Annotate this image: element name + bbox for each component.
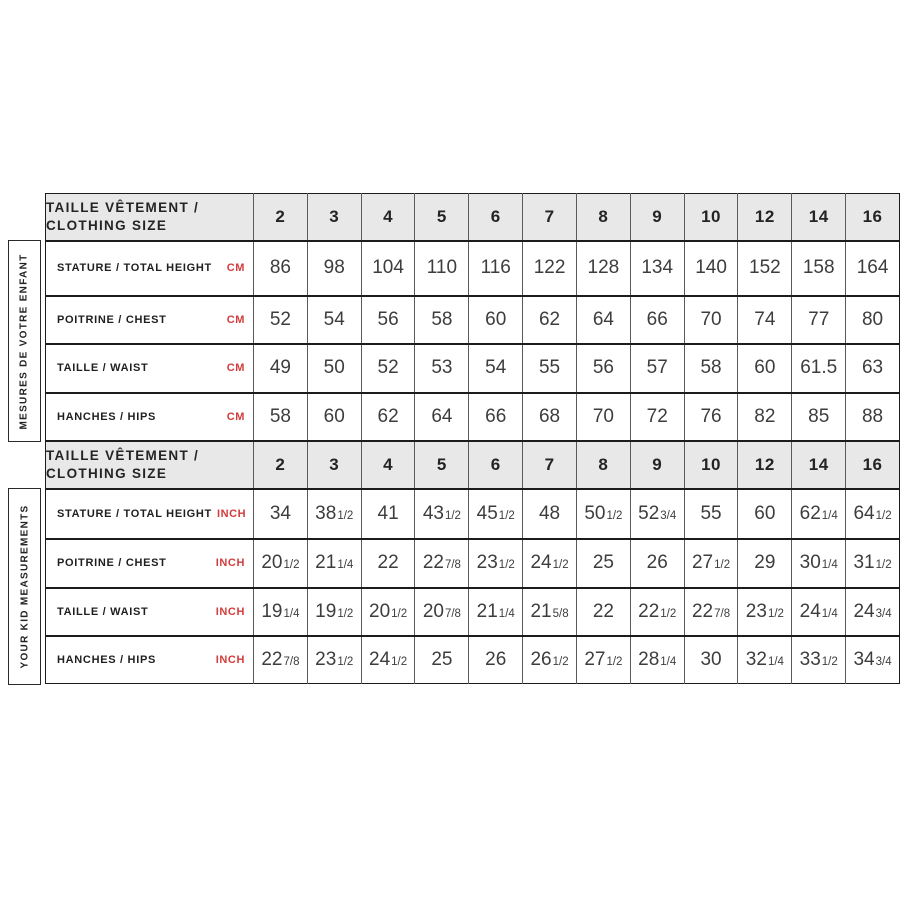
value-cell: 523/4: [630, 489, 684, 539]
unit-label: INCH: [215, 557, 245, 569]
size-header-cell: 9: [630, 441, 684, 489]
value-cell: 261/2: [523, 636, 577, 684]
value-cell: 26: [469, 636, 523, 684]
value-cell: 30: [684, 636, 738, 684]
measurement-label: STATURE / TOTAL HEIGHT: [57, 507, 212, 520]
value-cell: 271/2: [576, 636, 630, 684]
value-cell: 58: [254, 393, 308, 441]
value-cell: 41: [361, 489, 415, 539]
value-cell: 152: [738, 241, 792, 296]
side-label-cm-text: MESURES DE VOTRE ENFANT: [19, 252, 30, 430]
value-cell: 98: [307, 241, 361, 296]
value-cell: 66: [630, 296, 684, 344]
value-cell: 64: [576, 296, 630, 344]
value-cell: 215/8: [523, 588, 577, 636]
value-cell: 62: [361, 393, 415, 441]
measurement-label-cell: [46, 539, 254, 588]
value-cell: 52: [361, 344, 415, 393]
value-cell: 641/2: [846, 489, 900, 539]
value-cell: 164: [846, 241, 900, 296]
value-cell: 60: [738, 489, 792, 539]
value-cell: 191/4: [254, 588, 308, 636]
value-cell: 158: [792, 241, 846, 296]
clothing-size-header-row: [46, 194, 900, 241]
value-cell: 60: [738, 344, 792, 393]
measurement-label-cell: [46, 489, 254, 539]
measurement-row: [46, 636, 900, 684]
size-header-cell: 7: [523, 194, 577, 241]
size-header-cell: 6: [469, 441, 523, 489]
value-cell: 104: [361, 241, 415, 296]
value-cell: 26: [630, 539, 684, 588]
value-cell: 122: [523, 241, 577, 296]
value-cell: 86: [254, 241, 308, 296]
size-header-cell: 8: [576, 194, 630, 241]
measurement-label-cell: [46, 393, 254, 441]
size-chart-body: [46, 194, 900, 684]
measurement-label-cell: [46, 241, 254, 296]
measurement-label-cell: [46, 296, 254, 344]
value-cell: 201/2: [254, 539, 308, 588]
value-cell: 29: [738, 539, 792, 588]
measurement-label-cell: [46, 344, 254, 393]
value-cell: 58: [415, 296, 469, 344]
unit-label: CM: [226, 410, 245, 423]
measurement-label: HANCHES / HIPS: [57, 653, 157, 666]
size-header-cell: 2: [254, 194, 308, 241]
unit-label: CM: [226, 362, 245, 374]
value-cell: 56: [576, 344, 630, 393]
value-cell: 22: [361, 539, 415, 588]
value-cell: 53: [415, 344, 469, 393]
value-cell: 231/2: [738, 588, 792, 636]
value-cell: 231/2: [469, 539, 523, 588]
value-cell: 25: [415, 636, 469, 684]
measurement-label: TAILLE / WAIST: [57, 362, 149, 374]
value-cell: 243/4: [846, 588, 900, 636]
size-header-cell: 10: [684, 194, 738, 241]
value-cell: 343/4: [846, 636, 900, 684]
measurement-row: [46, 241, 900, 296]
value-cell: 56: [361, 296, 415, 344]
size-header-cell: 6: [469, 194, 523, 241]
unit-label: INCH: [215, 653, 245, 666]
size-header-cell: 3: [307, 194, 361, 241]
value-cell: 381/2: [307, 489, 361, 539]
value-cell: 241/2: [361, 636, 415, 684]
size-header-cell: 14: [792, 441, 846, 489]
measurement-row: [46, 344, 900, 393]
unit-label: CM: [226, 262, 245, 274]
value-cell: 66: [469, 393, 523, 441]
measurement-row: [46, 539, 900, 588]
size-header-cell: 5: [415, 441, 469, 489]
measurement-label-cell: [46, 636, 254, 684]
unit-label: INCH: [215, 605, 245, 618]
value-cell: 58: [684, 344, 738, 393]
value-cell: 211/4: [469, 588, 523, 636]
value-cell: 301/4: [792, 539, 846, 588]
measurement-row: [46, 489, 900, 539]
value-cell: 82: [738, 393, 792, 441]
side-label-cm-section: [8, 240, 41, 442]
size-header-cell: 4: [361, 441, 415, 489]
value-cell: 227/8: [254, 636, 308, 684]
measurement-label: HANCHES / HIPS: [57, 410, 157, 423]
value-cell: 61.5: [792, 344, 846, 393]
value-cell: 48: [523, 489, 577, 539]
value-cell: 211/4: [307, 539, 361, 588]
size-header-cell: 16: [846, 194, 900, 241]
value-cell: 55: [523, 344, 577, 393]
value-cell: 80: [846, 296, 900, 344]
value-cell: 52: [254, 296, 308, 344]
size-header-cell: 14: [792, 194, 846, 241]
value-cell: 331/2: [792, 636, 846, 684]
value-cell: 271/2: [684, 539, 738, 588]
measurement-row: [46, 588, 900, 636]
value-cell: 60: [307, 393, 361, 441]
size-header-cell: 9: [630, 194, 684, 241]
value-cell: 621/4: [792, 489, 846, 539]
value-cell: 54: [307, 296, 361, 344]
value-cell: 74: [738, 296, 792, 344]
value-cell: 431/2: [415, 489, 469, 539]
size-header-cell: 2: [254, 441, 308, 489]
value-cell: 64: [415, 393, 469, 441]
measurement-label: POITRINE / CHEST: [57, 557, 167, 569]
value-cell: 68: [523, 393, 577, 441]
value-cell: 227/8: [684, 588, 738, 636]
measurement-label: STATURE / TOTAL HEIGHT: [57, 262, 212, 274]
size-header-cell: 4: [361, 194, 415, 241]
value-cell: 140: [684, 241, 738, 296]
unit-label: INCH: [216, 507, 247, 520]
size-header-cell: 10: [684, 441, 738, 489]
value-cell: 501/2: [576, 489, 630, 539]
size-header-cell: 5: [415, 194, 469, 241]
measurement-row: [46, 393, 900, 441]
value-cell: 62: [523, 296, 577, 344]
value-cell: 116: [469, 241, 523, 296]
value-cell: 227/8: [415, 539, 469, 588]
value-cell: 76: [684, 393, 738, 441]
side-label-inch-section: [8, 488, 41, 685]
size-header-cell: 16: [846, 441, 900, 489]
value-cell: 34: [254, 489, 308, 539]
value-cell: 50: [307, 344, 361, 393]
value-cell: 321/4: [738, 636, 792, 684]
value-cell: 49: [254, 344, 308, 393]
clothing-size-header-label: TAILLE VÊTEMENT / CLOTHING SIZE: [46, 194, 254, 241]
value-cell: 77: [792, 296, 846, 344]
side-label-inch-text: YOUR KID MEASUREMENTS: [19, 504, 31, 669]
value-cell: 191/2: [307, 588, 361, 636]
value-cell: 311/2: [846, 539, 900, 588]
value-cell: 72: [630, 393, 684, 441]
value-cell: 110: [415, 241, 469, 296]
value-cell: 25: [576, 539, 630, 588]
value-cell: 70: [684, 296, 738, 344]
value-cell: 70: [576, 393, 630, 441]
value-cell: 451/2: [469, 489, 523, 539]
measurement-label: TAILLE / WAIST: [57, 605, 149, 618]
unit-label: CM: [226, 313, 245, 326]
size-chart-table: [45, 193, 900, 684]
clothing-size-header-row: [46, 441, 900, 489]
value-cell: 241/4: [792, 588, 846, 636]
value-cell: 88: [846, 393, 900, 441]
value-cell: 54: [469, 344, 523, 393]
measurement-label-cell: [46, 588, 254, 636]
value-cell: 134: [630, 241, 684, 296]
size-header-cell: 3: [307, 441, 361, 489]
value-cell: 60: [469, 296, 523, 344]
value-cell: 221/2: [630, 588, 684, 636]
value-cell: 281/4: [630, 636, 684, 684]
value-cell: 207/8: [415, 588, 469, 636]
value-cell: 22: [576, 588, 630, 636]
size-header-cell: 7: [523, 441, 577, 489]
value-cell: 128: [576, 241, 630, 296]
size-header-cell: 12: [738, 194, 792, 241]
value-cell: 201/2: [361, 588, 415, 636]
value-cell: 63: [846, 344, 900, 393]
value-cell: 55: [684, 489, 738, 539]
clothing-size-header-label: TAILLE VÊTEMENT / CLOTHING SIZE: [46, 441, 254, 489]
value-cell: 241/2: [523, 539, 577, 588]
value-cell: 57: [630, 344, 684, 393]
value-cell: 231/2: [307, 636, 361, 684]
size-header-cell: 8: [576, 441, 630, 489]
value-cell: 85: [792, 393, 846, 441]
measurement-label: POITRINE / CHEST: [57, 313, 167, 326]
size-header-cell: 12: [738, 441, 792, 489]
measurement-row: [46, 296, 900, 344]
